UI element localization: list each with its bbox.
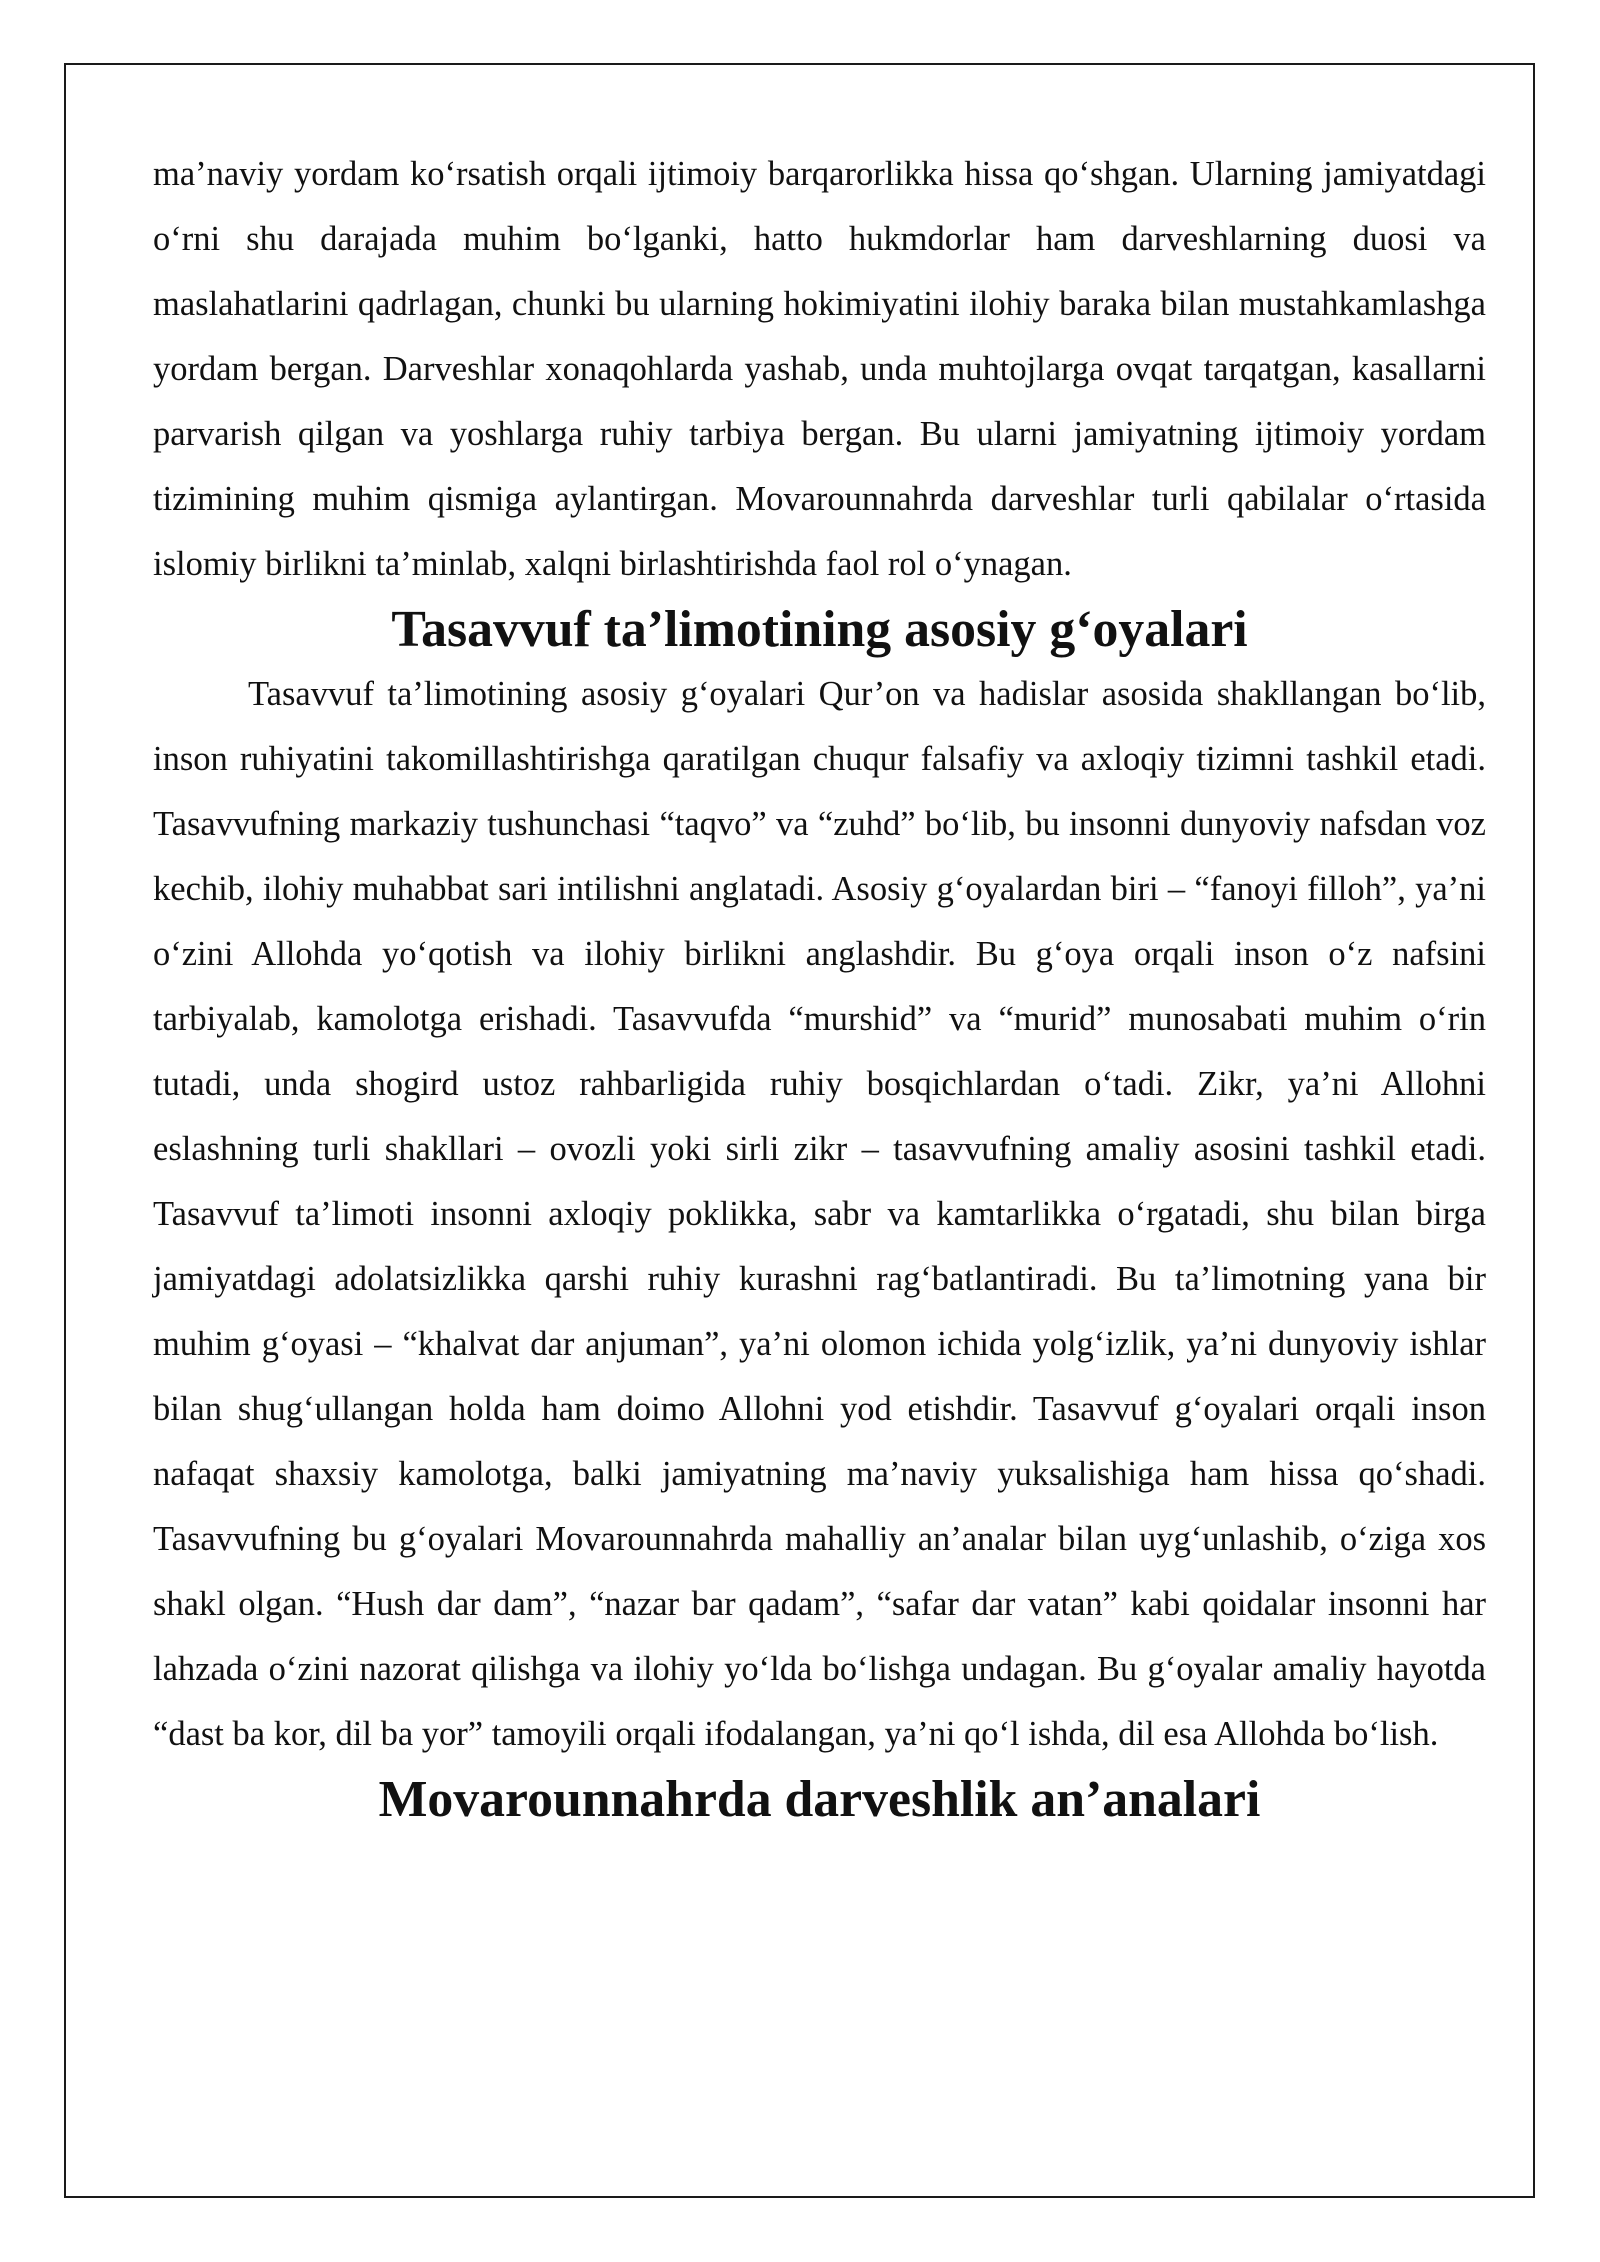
section-heading-darveshlik: Movarounnahrda darveshlik an’analari: [378, 1771, 1261, 1828]
intro-paragraph: ma’naviy yordam ko‘rsatish orqali ijtimoiy barqarorlikka hissa qo‘shgan. Ularning jamiyatdagi o‘rni shu darajada muhim bo‘lganki, hatto hukmdorlar ham darveshlarning duosi va maslahatlarini qadrlagan, chunki bu ularning hokimiyatini ilohiy baraka bilan mustahkamlashga yordam bergan. Darveshlar xonaqohlarda yashab, unda muhtojlarga ovqat tarqatgan, kasallarni parvarish qilgan va yoshlarga ruhiy tarbiya bergan. Bu ularni jamiyatning ijtimoiy yordam tizimining muhim qismiga aylantirgan. Movarounnahrda darveshlar turli qabilalar o‘rtasida islomiy birlikni ta’minlab, xalqni birlashtirishda faol rol o‘ynagan.: [153, 155, 1486, 583]
section-paragraph-tasavvuf: Tasavvuf ta’limotining asosiy g‘oyalari Qur’on va hadislar asosida shakllangan bo‘lib, inson ruhiyatini takomillashtirishga qaratilgan chuqur falsafiy va axloqiy tizimni tashkil etadi. Tasavvufning markaziy tushunchasi “taqvo” va “zuhd” bo‘lib, bu insonni dunyoviy nafsdan voz kechib, ilohiy muhabbat sari intilishni anglatadi. Asosiy g‘oyalardan biri – “fanoyi filloh”, ya’ni o‘zini Allohda yo‘qotish va ilohiy birlikni anglashdir. Bu g‘oya orqali inson o‘z nafsini tarbiyalab, kamolotga erishadi. Tasavvufda “murshid” va “murid” munosabati muhim o‘rin tutadi, unda shogird ustoz rahbarligida ruhiy bosqichlardan o‘tadi. Zikr, ya’ni Allohni eslashning turli shakllari – ovozli yoki sirli zikr – tasavvufning amaliy asosini tashkil etadi. Tasavvuf ta’limoti insonni axloqiy poklikka, sabr va kamtarlikka o‘rgatadi, shu bilan birga jamiyatdagi adolatsizlikka qarshi ruhiy kurashni rag‘batlantiradi. Bu ta’limotning yana bir muhim g‘oyasi – “khalvat dar anjuman”, ya’ni olomon ichida yolg‘izlik, ya’ni dunyoviy ishlar bilan shug‘ullangan holda ham doimo Allohni yod etishdir. Tasavvuf g‘oyalari orqali inson nafaqat shaxsiy kamolotga, balki jamiyatning ma’naviy yuksalishiga ham hissa qo‘shadi. Tasavvufning bu g‘oyalari Movarounnahrda mahalliy an’analar bilan uyg‘unlashib, o‘ziga xos shakl olgan. “Hush dar dam”, “nazar bar qadam”, “safar dar vatan” kabi qoidalar insonni har lahzada o‘zini nazorat qilishga va ilohiy yo‘lda bo‘lishga undagan. Bu g‘oyalar amaliy hayotda “dast ba kor, dil ba yor” tamoyili orqali ifodalangan, ya’ni qo‘l ishda, dil esa Allohda bo‘lish.: [153, 675, 1486, 1753]
document-body: [153, 142, 1486, 1832]
section-heading-tasavvuf: Tasavvuf ta’limotining asosiy g‘oyalari: [391, 601, 1248, 658]
